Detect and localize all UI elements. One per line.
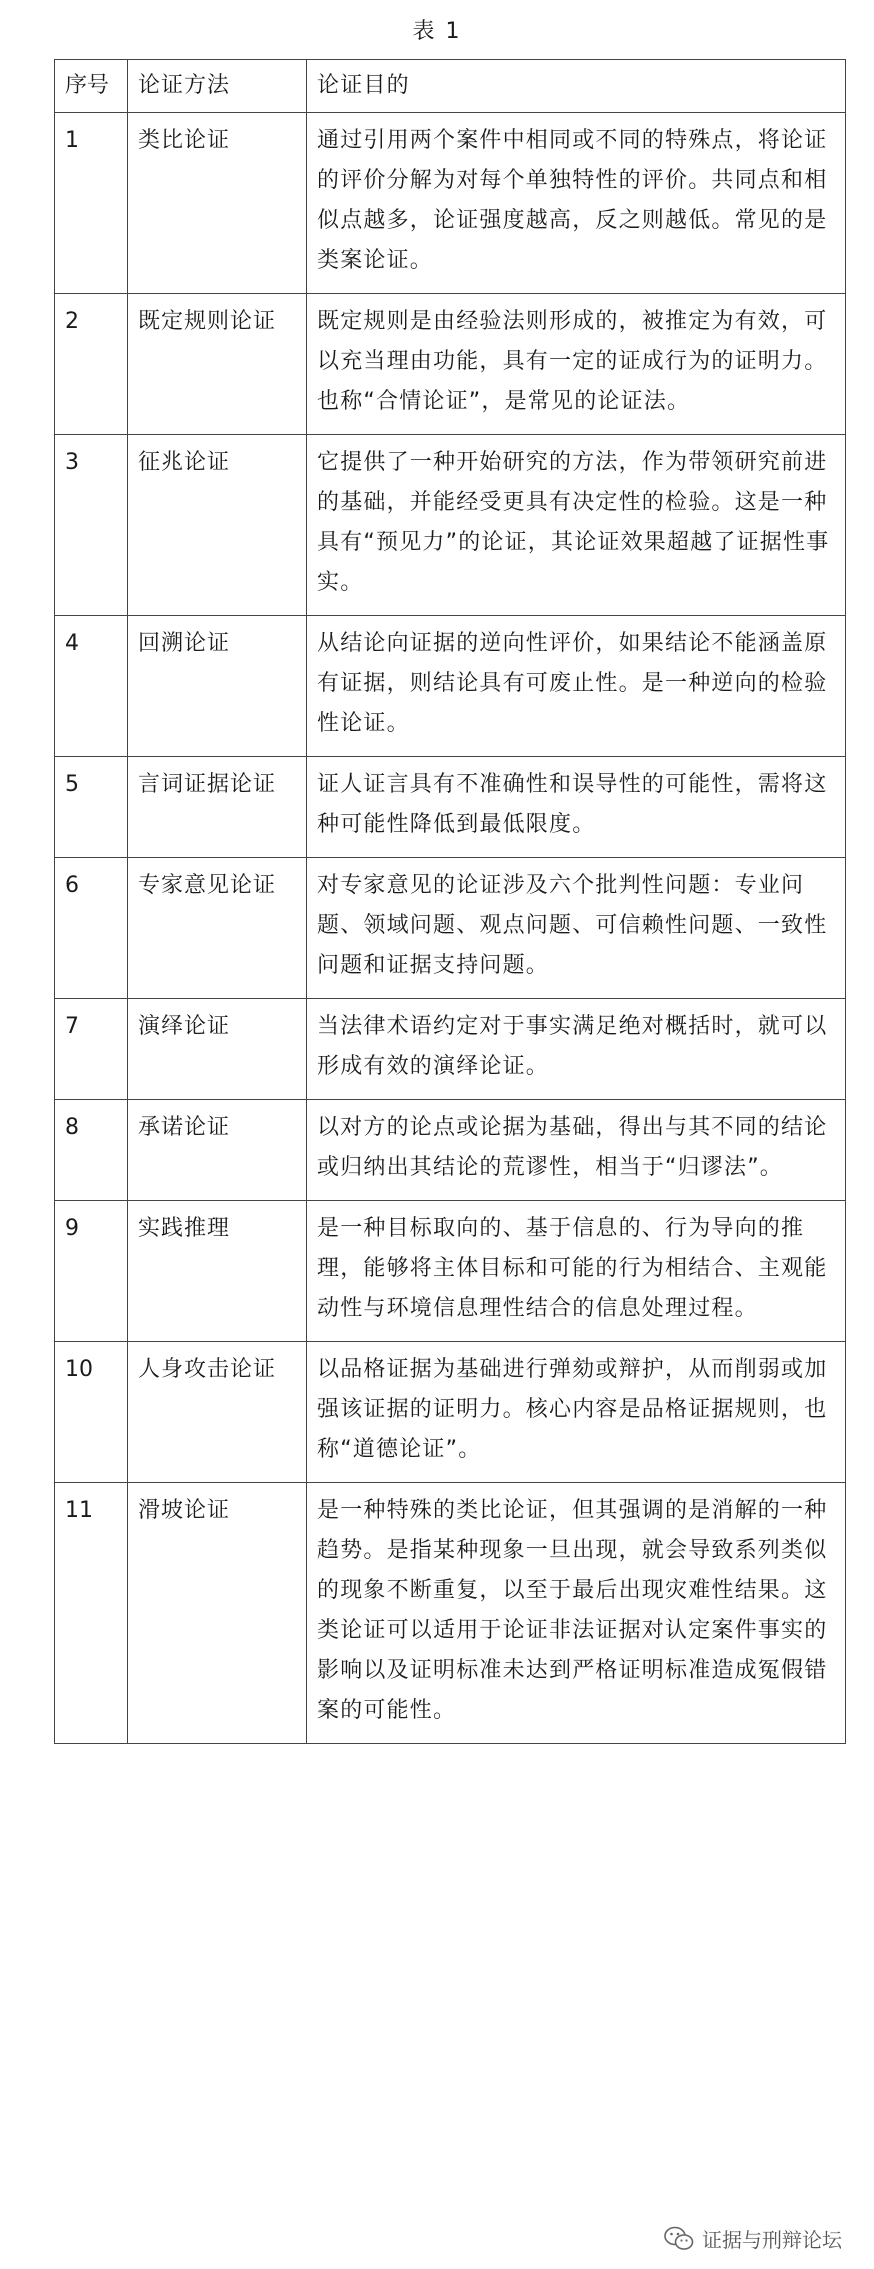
row-method: 演绎论证: [128, 999, 307, 1100]
row-purpose: 证人证言具有不准确性和误导性的可能性，需将这种可能性降低到最低限度。: [307, 757, 846, 858]
row-purpose: 是一种特殊的类比论证，但其强调的是消解的一种趋势。是指某种现象一旦出现，就会导致系列类似的现象不断重复，以至于最后出现灾难性结果。这类论证可以适用于论证非法证据对认定案件事实的影响以及证明标准未达到严格证明标准造成冤假错案的可能性。: [307, 1483, 846, 1744]
argument-methods-table: [54, 59, 846, 1744]
row-method: 滑坡论证: [128, 1483, 307, 1744]
row-method: 承诺论证: [128, 1100, 307, 1201]
row-no: 9: [55, 1201, 128, 1342]
table-header-row: [55, 60, 846, 113]
row-method: 专家意见论证: [128, 858, 307, 999]
source-watermark: [664, 2224, 842, 2253]
row-no: 10: [55, 1342, 128, 1483]
row-no: 7: [55, 999, 128, 1100]
wechat-icon: [664, 2226, 694, 2252]
row-no: 6: [55, 858, 128, 999]
source-name: 证据与刑辩论坛: [702, 2228, 842, 2252]
row-purpose: 它提供了一种开始研究的方法，作为带领研究前进的基础，并能经受更具有决定性的检验。这是一种具有“预见力”的论证，其论证效果超越了证据性事实。: [307, 435, 846, 616]
table-row: [55, 1342, 846, 1483]
row-purpose: 以对方的论点或论据为基础，得出与其不同的结论或归纳出其结论的荒谬性，相当于“归谬法”。: [307, 1100, 846, 1201]
row-purpose: 既定规则是由经验法则形成的，被推定为有效，可以充当理由功能，具有一定的证成行为的证明力。也称“合情论证”，是常见的论证法。: [307, 294, 846, 435]
table-row: [55, 616, 846, 757]
row-purpose: 以品格证据为基础进行弹劾或辩护，从而削弱或加强该证据的证明力。核心内容是品格证据规则，也称“道德论证”。: [307, 1342, 846, 1483]
row-method: 人身攻击论证: [128, 1342, 307, 1483]
row-no: 8: [55, 1100, 128, 1201]
row-no: 3: [55, 435, 128, 616]
row-no: 11: [55, 1483, 128, 1744]
table-row: [55, 757, 846, 858]
row-method: 实践推理: [128, 1201, 307, 1342]
row-method: 既定规则论证: [128, 294, 307, 435]
table-row: [55, 294, 846, 435]
row-no: 4: [55, 616, 128, 757]
row-purpose: 是一种目标取向的、基于信息的、行为导向的推理，能够将主体目标和可能的行为相结合、主观能动性与环境信息理性结合的信息处理过程。: [307, 1201, 846, 1342]
table-row: [55, 1201, 846, 1342]
row-no: 2: [55, 294, 128, 435]
row-method: 征兆论证: [128, 435, 307, 616]
row-purpose: 通过引用两个案件中相同或不同的特殊点，将论证的评价分解为对每个单独特性的评价。共同点和相似点越多，论证强度越高，反之则越低。常见的是类案论证。: [307, 113, 846, 294]
table-row: [55, 1100, 846, 1201]
table-row: [55, 113, 846, 294]
row-method: 回溯论证: [128, 616, 307, 757]
table-row: [55, 858, 846, 999]
header-no: 序号: [55, 60, 128, 113]
row-purpose: 对专家意见的论证涉及六个批判性问题：专业问题、领域问题、观点问题、可信赖性问题、一致性问题和证据支持问题。: [307, 858, 846, 999]
table-row: [55, 999, 846, 1100]
row-purpose: 当法律术语约定对于事实满足绝对概括时，就可以形成有效的演绎论证。: [307, 999, 846, 1100]
row-no: 1: [55, 113, 128, 294]
row-no: 5: [55, 757, 128, 858]
table-row: [55, 435, 846, 616]
row-purpose: 从结论向证据的逆向性评价，如果结论不能涵盖原有证据，则结论具有可废止性。是一种逆向的检验性论证。: [307, 616, 846, 757]
row-method: 言词证据论证: [128, 757, 307, 858]
row-method: 类比论证: [128, 113, 307, 294]
header-purpose: 论证目的: [307, 60, 846, 113]
table-row: [55, 1483, 846, 1744]
header-method: 论证方法: [128, 60, 307, 113]
table-caption: 表 1: [412, 19, 462, 44]
